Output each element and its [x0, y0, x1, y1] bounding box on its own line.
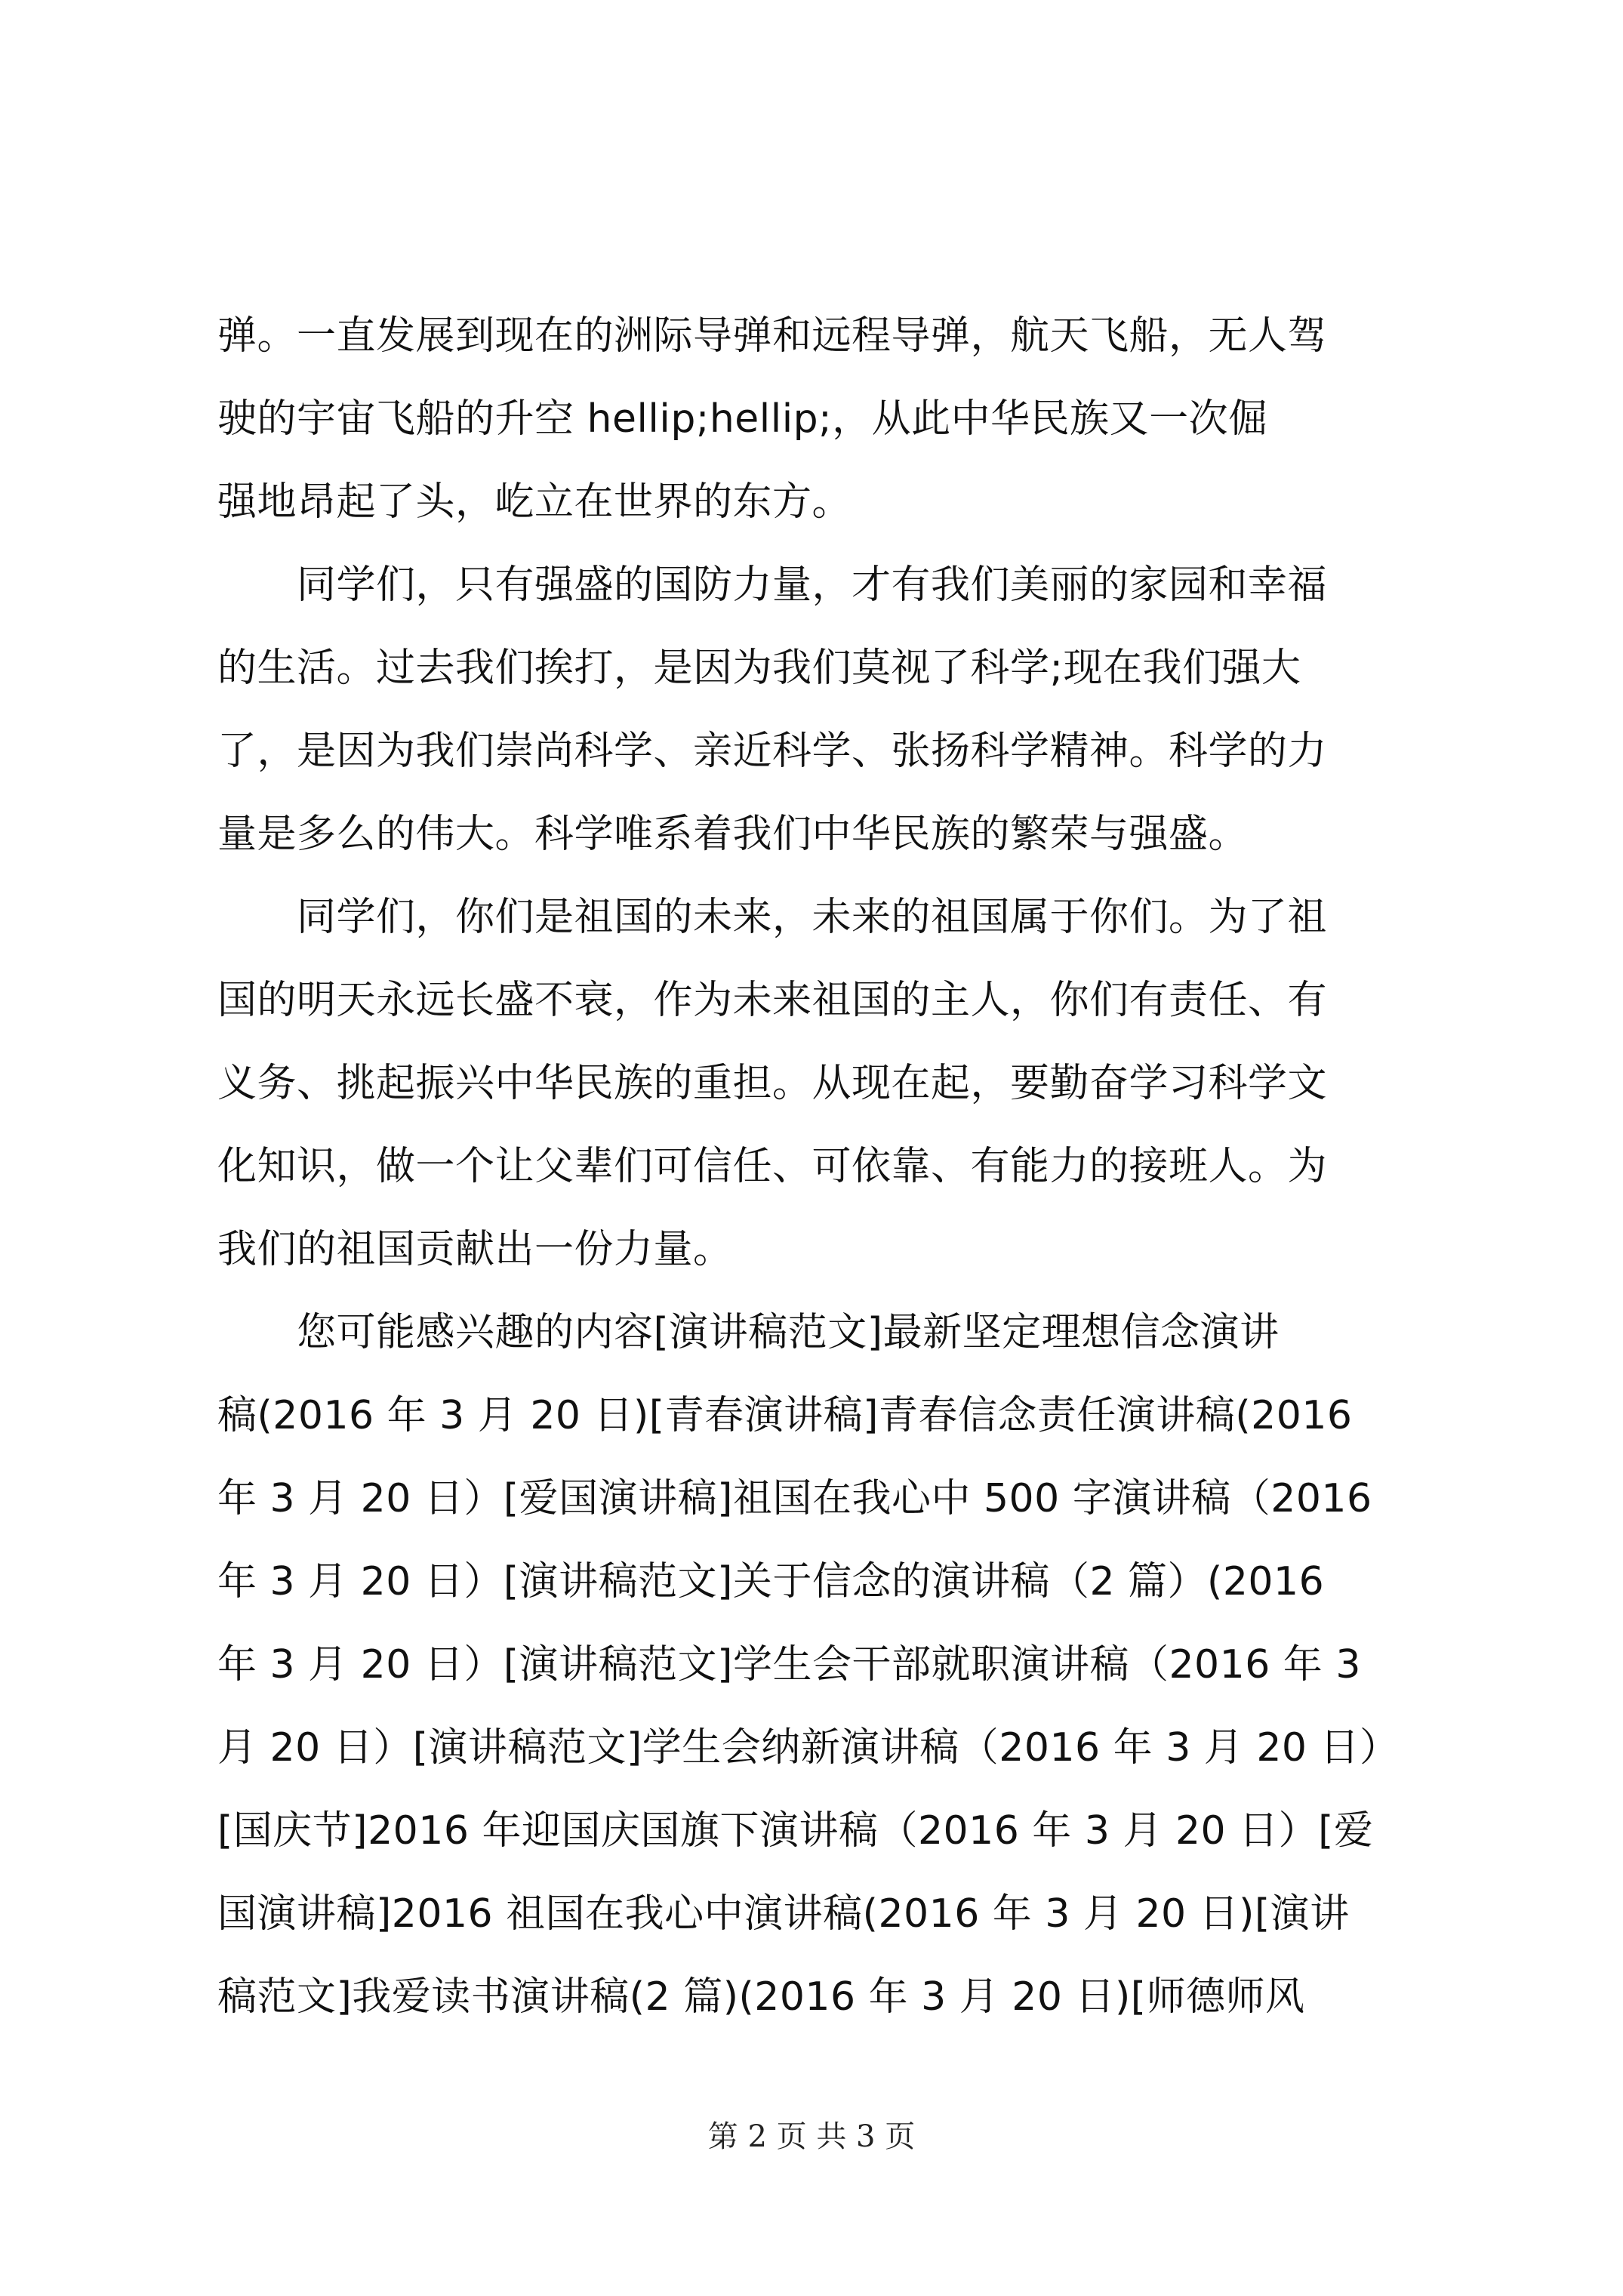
text-line: 我们的祖国贡献出一份力量。	[217, 1227, 733, 1272]
page-footer: 第 2 页 共 3 页	[707, 2119, 916, 2154]
text-line: 月 20 日）[演讲稿范文]学生会纳新演讲稿（2016 年 3 月 20 日）	[217, 1725, 1400, 1771]
text-line: 量是多么的伟大。科学唯系着我们中华民族的繁荣与强盛。	[217, 812, 1249, 857]
text-line: 驶的宇宙飞船的升空 hellip;hellip;，从此中华民族又一次倔	[217, 396, 1268, 442]
text-line: 稿(2016 年 3 月 20 日)[青春演讲稿]青春信念责任演讲稿(2016	[217, 1393, 1353, 1438]
body-text	[217, 294, 1433, 2039]
text-line: 同学们，只有强盛的国防力量，才有我们美丽的家园和幸福	[217, 562, 1328, 608]
text-line: 弹。一直发展到现在的洲际导弹和远程导弹，航天飞船，无人驾	[217, 313, 1328, 359]
text-line: 国演讲稿]2016 祖国在我心中演讲稿(2016 年 3 月 20 日)[演讲	[217, 1891, 1350, 1937]
text-line: 年 3 月 20 日）[演讲稿范文]关于信念的演讲稿（2 篇）(2016	[217, 1559, 1325, 1604]
text-line: 您可能感兴趣的内容[演讲稿范文]最新坚定理想信念演讲	[217, 1310, 1280, 1355]
text-line: 同学们，你们是祖国的未来，未来的祖国属于你们。为了祖	[217, 895, 1328, 940]
text-line: 国的明天永远长盛不衰，作为未来祖国的主人，你们有责任、有	[217, 978, 1328, 1023]
text-line: 年 3 月 20 日）[爱国演讲稿]祖国在我心中 500 字演讲稿（2016	[217, 1476, 1372, 1521]
text-line: 化知识，做一个让父辈们可信任、可依靠、有能力的接班人。为	[217, 1144, 1328, 1189]
text-line: 了，是因为我们崇尚科学、亲近科学、张扬科学精神。科学的力	[217, 729, 1328, 774]
text-line: 稿范文]我爱读书演讲稿(2 篇)(2016 年 3 月 20 日)[师德师风	[217, 1974, 1305, 2020]
text-line: 年 3 月 20 日）[演讲稿范文]学生会干部就职演讲稿（2016 年 3	[217, 1642, 1361, 1687]
text-line: 强地昂起了头，屹立在世界的东方。	[217, 479, 852, 525]
text-line: [国庆节]2016 年迎国庆国旗下演讲稿（2016 年 3 月 20 日）[爱	[217, 1808, 1374, 1854]
text-line: 的生活。过去我们挨打，是因为我们莫视了科学;现在我们强大	[217, 646, 1301, 691]
text-line: 义务、挑起振兴中华民族的重担。从现在起，要勤奋学习科学文	[217, 1061, 1328, 1106]
